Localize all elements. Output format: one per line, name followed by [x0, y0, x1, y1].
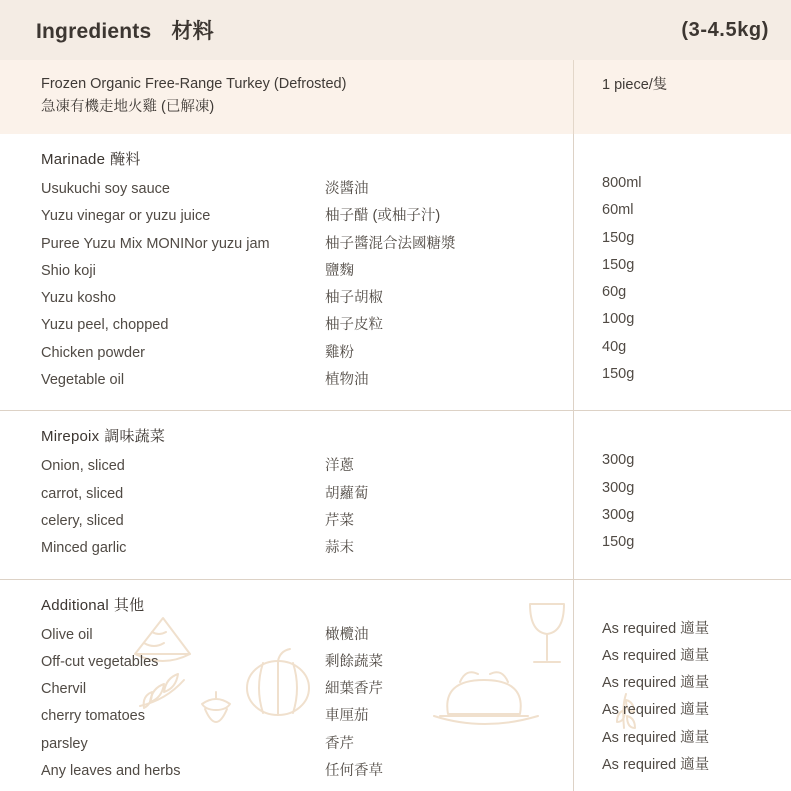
ingredient-name-en: Off-cut vegetables — [41, 653, 159, 670]
ingredient-name-zh: 蒜末 — [325, 540, 354, 557]
page-title-en: Ingredients — [36, 20, 152, 43]
ingredient-name-en: Yuzu kosho — [41, 290, 116, 307]
ingredient-qty: 150g — [602, 256, 635, 273]
ingredient-row — [0, 453, 573, 480]
ingredient-name-zh: 香芹 — [325, 735, 354, 752]
ingredient-qty: 800ml — [602, 174, 642, 191]
ingredient-row — [0, 758, 573, 785]
ingredient-name-en: Usukuchi soy sauce — [41, 180, 170, 197]
ingredient-name-zh: 細葉香芹 — [325, 681, 383, 698]
ingredient-name-en: Chervil — [41, 681, 87, 698]
main-ingredient-name-en: Frozen Organic Free-Range Turkey (Defrosted) — [41, 76, 347, 92]
main-ingredient-row — [0, 60, 791, 134]
section-marinade-title — [0, 148, 573, 176]
ingredient-row — [0, 622, 573, 649]
main-ingredient-qty: 1 piece/隻 — [573, 60, 791, 134]
ingredient-row — [0, 508, 573, 535]
section-marinade — [0, 134, 791, 411]
ingredient-name-en: cherry tomatoes — [41, 708, 145, 725]
ingredient-qty: 150g — [602, 229, 635, 246]
ingredient-name-en: Minced garlic — [41, 540, 127, 557]
ingredient-name-zh: 雞粉 — [325, 344, 354, 361]
ingredient-name-zh: 鹽麴 — [325, 262, 354, 279]
section-additional-title — [0, 594, 573, 622]
section-mirepoix-items — [0, 411, 573, 578]
ingredient-row — [0, 367, 573, 394]
ingredient-row — [0, 258, 573, 285]
ingredient-name-en: Yuzu vinegar or yuzu juice — [41, 208, 211, 225]
section-mirepoix-quantities — [573, 411, 791, 578]
ingredient-qty: 60ml — [602, 202, 634, 219]
ingredient-name-zh: 車厘茄 — [325, 708, 369, 725]
ingredient-name-zh: 胡蘿蔔 — [325, 485, 369, 502]
section-mirepoix — [0, 411, 791, 579]
ingredient-name-zh: 橄欖油 — [325, 626, 369, 643]
section-marinade-items — [0, 134, 573, 410]
ingredients-header — [0, 0, 791, 60]
section-additional-quantities — [573, 580, 791, 791]
section-title-zh: 醃料 — [110, 150, 141, 168]
section-title-zh: 調味蔬菜 — [104, 428, 166, 446]
ingredient-qty: 300g — [602, 452, 635, 469]
ingredient-name-en: parsley — [41, 735, 88, 752]
ingredient-name-zh: 植物油 — [325, 372, 369, 389]
ingredient-row — [0, 176, 573, 203]
ingredient-row — [0, 285, 573, 312]
ingredient-name-en: Vegetable oil — [41, 372, 125, 389]
ingredient-name-zh: 柚子醬混合法國糖漿 — [325, 235, 456, 252]
ingredient-qty: As required 適量 — [602, 675, 710, 692]
ingredient-name-en: Olive oil — [41, 626, 93, 643]
section-title-en: Marinade — [41, 150, 106, 168]
section-marinade-quantities — [573, 134, 791, 410]
ingredient-name-zh: 洋蔥 — [325, 458, 354, 475]
ingredient-name-en: Chicken powder — [41, 344, 145, 361]
ingredient-qty: 60g — [602, 284, 627, 301]
ingredient-name-zh: 柚子胡椒 — [325, 290, 383, 307]
ingredient-row — [0, 203, 573, 230]
ingredient-row — [0, 676, 573, 703]
ingredient-row — [0, 731, 573, 758]
ingredient-row — [0, 535, 573, 562]
ingredient-name-zh: 剩餘蔬菜 — [325, 653, 383, 670]
ingredient-name-en: Any leaves and herbs — [41, 763, 181, 780]
main-ingredient-names — [0, 60, 573, 134]
ingredient-name-en: Onion, sliced — [41, 458, 125, 475]
page-title-zh: 材料 — [171, 20, 214, 43]
ingredient-qty: 40g — [602, 338, 627, 355]
ingredient-qty: 150g — [602, 534, 635, 551]
ingredient-name-en: Yuzu peel, chopped — [41, 317, 169, 334]
ingredient-row — [0, 312, 573, 339]
section-title-en: Mirepoix — [41, 428, 100, 446]
ingredient-name-en: Puree Yuzu Mix MONINor yuzu jam — [41, 235, 270, 252]
ingredient-name-en: celery, sliced — [41, 512, 124, 529]
section-additional-items — [0, 580, 573, 791]
ingredient-name-zh: 芹菜 — [325, 512, 354, 529]
ingredient-name-zh: 柚子醋 (或柚子汁) — [325, 208, 441, 225]
section-additional — [0, 580, 791, 791]
spacer — [602, 594, 791, 616]
ingredient-qty: As required 適量 — [602, 729, 710, 746]
ingredient-row — [0, 703, 573, 730]
ingredient-row — [0, 340, 573, 367]
ingredient-row — [0, 231, 573, 258]
ingredient-row — [0, 481, 573, 508]
ingredient-row — [0, 649, 573, 676]
ingredient-qty: As required 適量 — [602, 757, 710, 774]
spacer — [602, 148, 791, 170]
ingredient-name-en: Shio koji — [41, 262, 96, 279]
ingredient-name-zh: 柚子皮粒 — [325, 317, 383, 334]
ingredient-qty: 300g — [602, 506, 635, 523]
yield-badge: (3-4.5kg) — [681, 18, 769, 41]
ingredient-qty: 100g — [602, 311, 635, 328]
section-mirepoix-title — [0, 425, 573, 453]
section-title-zh: 其他 — [113, 596, 145, 614]
ingredient-name-en: carrot, sliced — [41, 485, 124, 502]
ingredient-qty: As required 適量 — [602, 702, 710, 719]
ingredient-qty: As required 適量 — [602, 620, 710, 637]
spacer — [602, 425, 791, 447]
ingredient-qty: As required 適量 — [602, 647, 710, 664]
page-title — [36, 15, 214, 45]
main-ingredient-name-zh: 急凍有機走地火雞 (已解凍) — [41, 99, 215, 116]
ingredient-name-zh: 任何香草 — [325, 763, 383, 780]
section-title-en: Additional — [41, 596, 109, 614]
ingredient-name-zh: 淡醬油 — [325, 180, 369, 197]
ingredient-qty: 300g — [602, 479, 635, 496]
ingredient-qty: 150g — [602, 366, 635, 383]
